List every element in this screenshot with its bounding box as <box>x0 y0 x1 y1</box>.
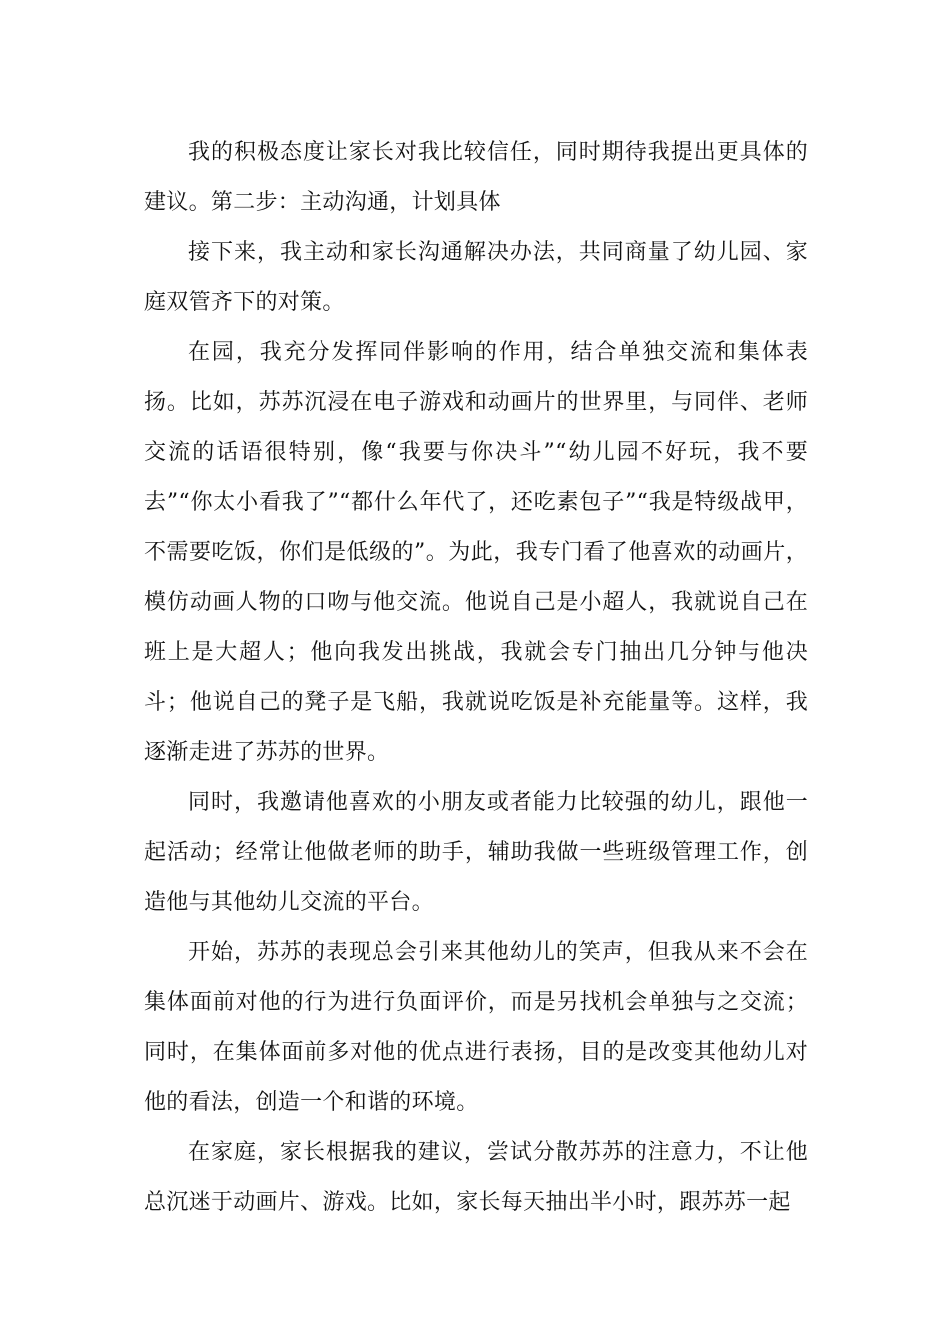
paragraph-6: 在家庭，家长根据我的建议，尝试分散苏苏的注意力，不让他总沉迷于动画片、游戏。比如，家长每天抽出半小时，跟苏苏一起 <box>144 1140 808 1215</box>
paragraph-2: 接下来，我主动和家长沟通解决办法，共同商量了幼儿园、家庭双管齐下的对策。 <box>144 240 808 315</box>
paragraph-1: 我的积极态度让家长对我比较信任，同时期待我提出更具体的建议。第二步：主动沟通，计划具体 <box>144 140 808 215</box>
paragraph-5: 开始，苏苏的表现总会引来其他幼儿的笑声，但我从来不会在集体面前对他的行为进行负面评价，而是另找机会单独与之交流；同时，在集体面前多对他的优点进行表扬，目的是改变其他幼儿对他的看法，创造一个和谐的环境。 <box>144 940 808 1115</box>
paragraph-4: 同时，我邀请他喜欢的小朋友或者能力比较强的幼儿，跟他一起活动；经常让他做老师的助手，辅助我做一些班级管理工作，创造他与其他幼儿交流的平台。 <box>144 790 808 915</box>
document-body <box>144 128 808 1228</box>
paragraph-3: 在园，我充分发挥同伴影响的作用，结合单独交流和集体表扬。比如，苏苏沉浸在电子游戏和动画片的世界里，与同伴、老师交流的话语很特别，像“我要与你决斗”“幼儿园不好玩，我不要去”“你太小看我了”“都什么年代了，还吃素包子”“我是特级战甲，不需要吃饭，你们是低级的”。为此，我专门看了他喜欢的动画片，模仿动画人物的口吻与他交流。他说自己是小超人，我就说自己在班上是大超人；他向我发出挑战，我就会专门抽出几分钟与他决斗；他说自己的凳子是飞船，我就说吃饭是补充能量等。这样，我逐渐走进了苏苏的世界。 <box>144 340 808 765</box>
